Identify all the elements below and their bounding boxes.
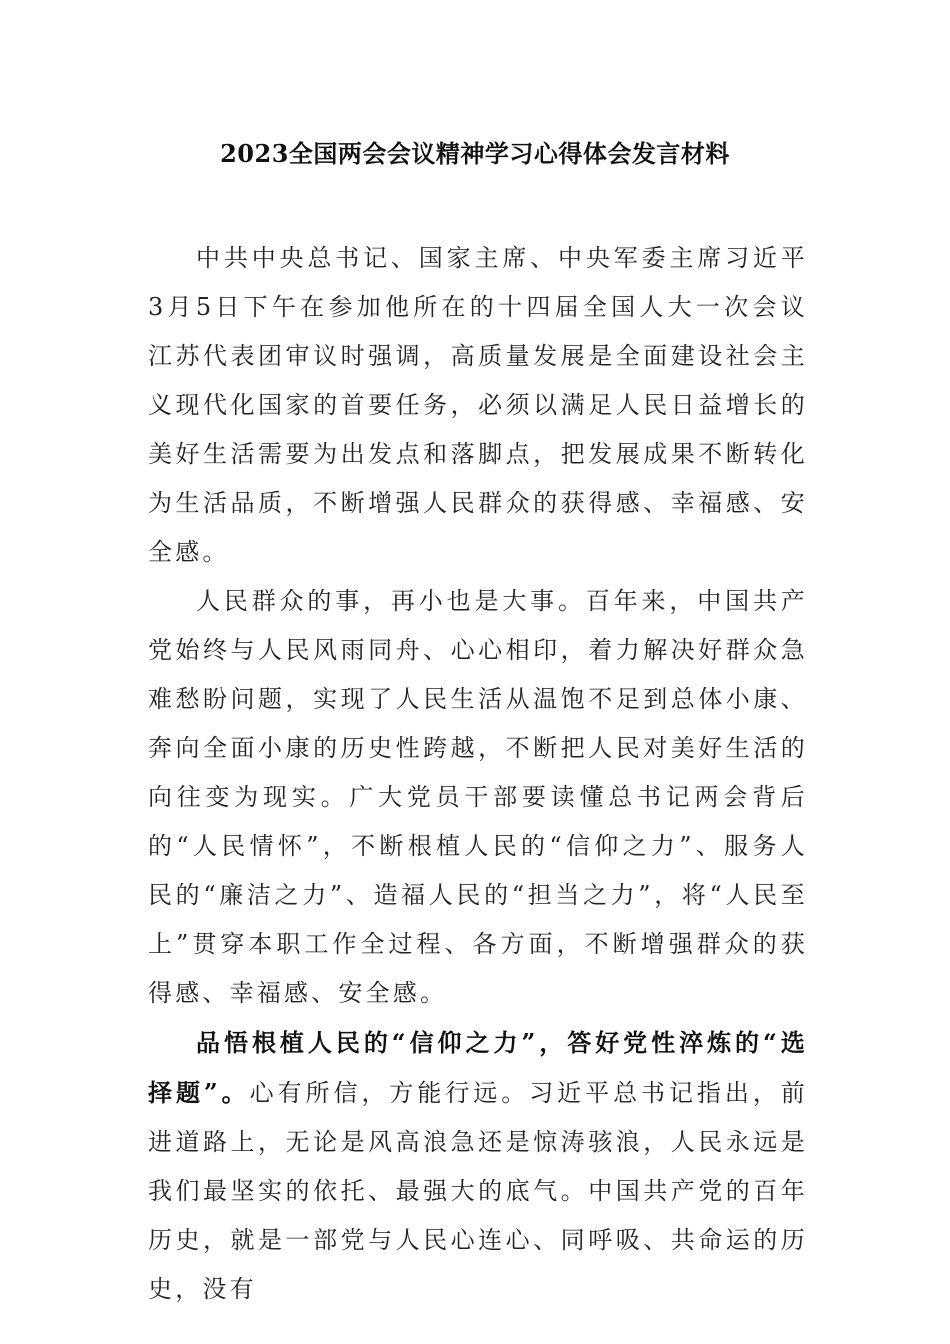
paragraph-2 [148, 577, 808, 1018]
paragraph-1 [148, 234, 808, 577]
paragraph-2-text: 人民群众的事，再小也是大事。百年来，中国共产党始终与人民风雨同舟、心心相印，着力解决好群众急难愁盼问题，实现了人民生活从温饱不足到总体小康、奔向全面小康的历史性跨越，不断把人民对美好生活的向往变为现实。广大党员干部要读懂总书记两会背后的“人民情怀”，不断根植人民的“信仰之力”、服务人民的“廉洁之力”、造福人民的“担当之力”，将“人民至上”贯穿本职工作全过程、各方面，不断增强群众的获得感、幸福感、安全感。 [148, 587, 808, 1007]
paragraph-3 [148, 1018, 808, 1314]
paragraph-1-text: 中共中央总书记、国家主席、中央军委主席习近平3月5日下午在参加他所在的十四届全国人大一次会议江苏代表团审议时强调，高质量发展是全面建设社会主义现代化国家的首要任务，必须以满足人民日益增长的美好生活需要为出发点和落脚点，把发展成果不断转化为生活品质，不断增强人民群众的获得感、幸福感、安全感。 [148, 244, 808, 566]
paragraph-3-text: 心有所信，方能行远。习近平总书记指出，前进道路上，无论是风高浪急还是惊涛骇浪，人民永远是我们最坚实的依托、最强大的底气。中国共产党的百年历史，就是一部党与人民心连心、同呼吸、共命运的历史，没有 [148, 1079, 809, 1303]
document-body [148, 234, 808, 1314]
paragraph-3-heading: 品悟根植人民的“信仰之力”，答好党性淬炼的“选择题”。 [148, 1028, 808, 1107]
document-title: 2023全国两会会议精神学习心得体会发言材料 [220, 139, 730, 168]
